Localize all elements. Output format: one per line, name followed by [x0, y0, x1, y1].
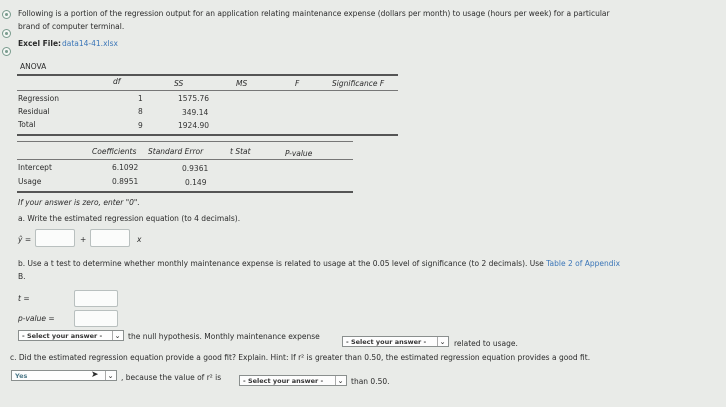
anova-row-df: 9 — [138, 121, 143, 130]
coef-row-se: 0.149 — [185, 178, 207, 187]
anova-bottom-rule — [17, 134, 398, 136]
anova-row-label: Total — [18, 120, 36, 129]
zero-note: If your answer is zero, enter "0". — [18, 198, 140, 207]
good-fit-select[interactable] — [11, 370, 117, 381]
good-fit-select-value: Yes — [15, 372, 28, 380]
anova-row-df: 8 — [138, 107, 143, 116]
appendix-table-link[interactable]: Table 2 of Appendix — [546, 259, 621, 268]
p-value-input[interactable] — [74, 310, 118, 327]
part-a-prompt: a. Write the estimated regression equation (to 4 decimals). — [18, 214, 241, 223]
file-link[interactable]: data14-41.xlsx — [62, 39, 118, 48]
anova-header-df: df — [113, 77, 121, 86]
mouse-cursor-icon: ➤ — [91, 370, 99, 380]
anova-row-ss: 1924.90 — [178, 121, 210, 130]
coef-row-label: Usage — [18, 177, 42, 186]
anova-row-df: 1 — [138, 94, 143, 103]
r-squared-compare-select[interactable] — [239, 375, 347, 386]
slope-input[interactable] — [90, 229, 130, 247]
question-radio-1[interactable] — [2, 10, 11, 19]
part-b-continued: B. — [18, 272, 26, 281]
anova-title: ANOVA — [20, 62, 47, 71]
anova-header-ms: MS — [236, 79, 248, 88]
coef-header-rule — [17, 159, 353, 160]
part-b-text: b. Use a t test to determine whether monthly maintenance expense is related to usage at the 0.05 level of significance (to 2 decimals). Use — [18, 259, 544, 268]
chevron-down-icon: ⌄ — [335, 376, 345, 385]
r-squared-compare-select-value: - Select your answer - — [243, 377, 324, 385]
plus-sign: + — [80, 235, 87, 244]
t-label: t = — [18, 294, 30, 303]
related-text: related to usage. — [454, 339, 518, 348]
t-stat-input[interactable] — [74, 290, 118, 307]
x-variable: x — [137, 235, 142, 244]
anova-row-ss: 1575.76 — [178, 94, 210, 103]
coef-row-se: 0.9361 — [182, 164, 209, 173]
anova-header-sigf: Significance F — [332, 79, 385, 88]
yhat-label: ŷ = — [18, 235, 32, 244]
question-radio-2[interactable] — [2, 29, 11, 38]
coef-bottom-rule — [17, 191, 353, 193]
coef-row-coef: 6.1092 — [112, 163, 139, 172]
part-c-prompt: c. Did the estimated regression equation provide a good fit? Explain. Hint: If r² is greater than 0.50, the estimated regression equation provides a good fit. — [10, 353, 591, 362]
coef-top-rule — [17, 141, 353, 142]
anova-header-rule — [17, 90, 398, 91]
question-text-line2: brand of computer terminal. — [18, 22, 125, 31]
anova-header-ss: SS — [174, 79, 184, 88]
anova-header-f: F — [295, 79, 300, 88]
hypothesis-select-value: - Select your answer - — [22, 332, 103, 340]
chevron-down-icon: ⌄ — [112, 331, 122, 340]
p-value-label: p-value = — [18, 314, 55, 323]
anova-row-label: Regression — [18, 94, 60, 103]
file-label: Excel File: — [18, 39, 62, 48]
question-radio-3[interactable] — [2, 47, 11, 56]
relationship-select-value: - Select your answer - — [346, 338, 427, 346]
coef-header-p-value: P-value — [285, 149, 313, 158]
chevron-down-icon: ⌄ — [437, 337, 447, 346]
anova-row-ss: 349.14 — [182, 108, 209, 117]
coef-row-coef: 0.8951 — [112, 177, 139, 186]
than-text: than 0.50. — [351, 377, 390, 386]
relationship-select[interactable] — [342, 336, 449, 347]
anova-row-label: Residual — [18, 107, 50, 116]
coef-row-label: Intercept — [18, 163, 52, 172]
chevron-down-icon: ⌄ — [105, 371, 115, 380]
coef-header-std-error: Standard Error — [148, 147, 204, 156]
anova-top-rule — [17, 74, 398, 76]
intercept-input[interactable] — [35, 229, 75, 247]
question-text-line1: Following is a portion of the regression output for an application relating maintenance expense (dollars per month) to usage (hours per week) for a particular — [18, 9, 610, 18]
hypothesis-select[interactable] — [18, 330, 124, 341]
null-hypothesis-text: the null hypothesis. Monthly maintenance expense — [128, 332, 320, 341]
part-b-prompt — [18, 259, 620, 268]
coef-header-coefficients: Coefficients — [92, 147, 137, 156]
because-text: , because the value of r² is — [121, 373, 222, 382]
coef-header-t-stat: t Stat — [230, 147, 251, 156]
